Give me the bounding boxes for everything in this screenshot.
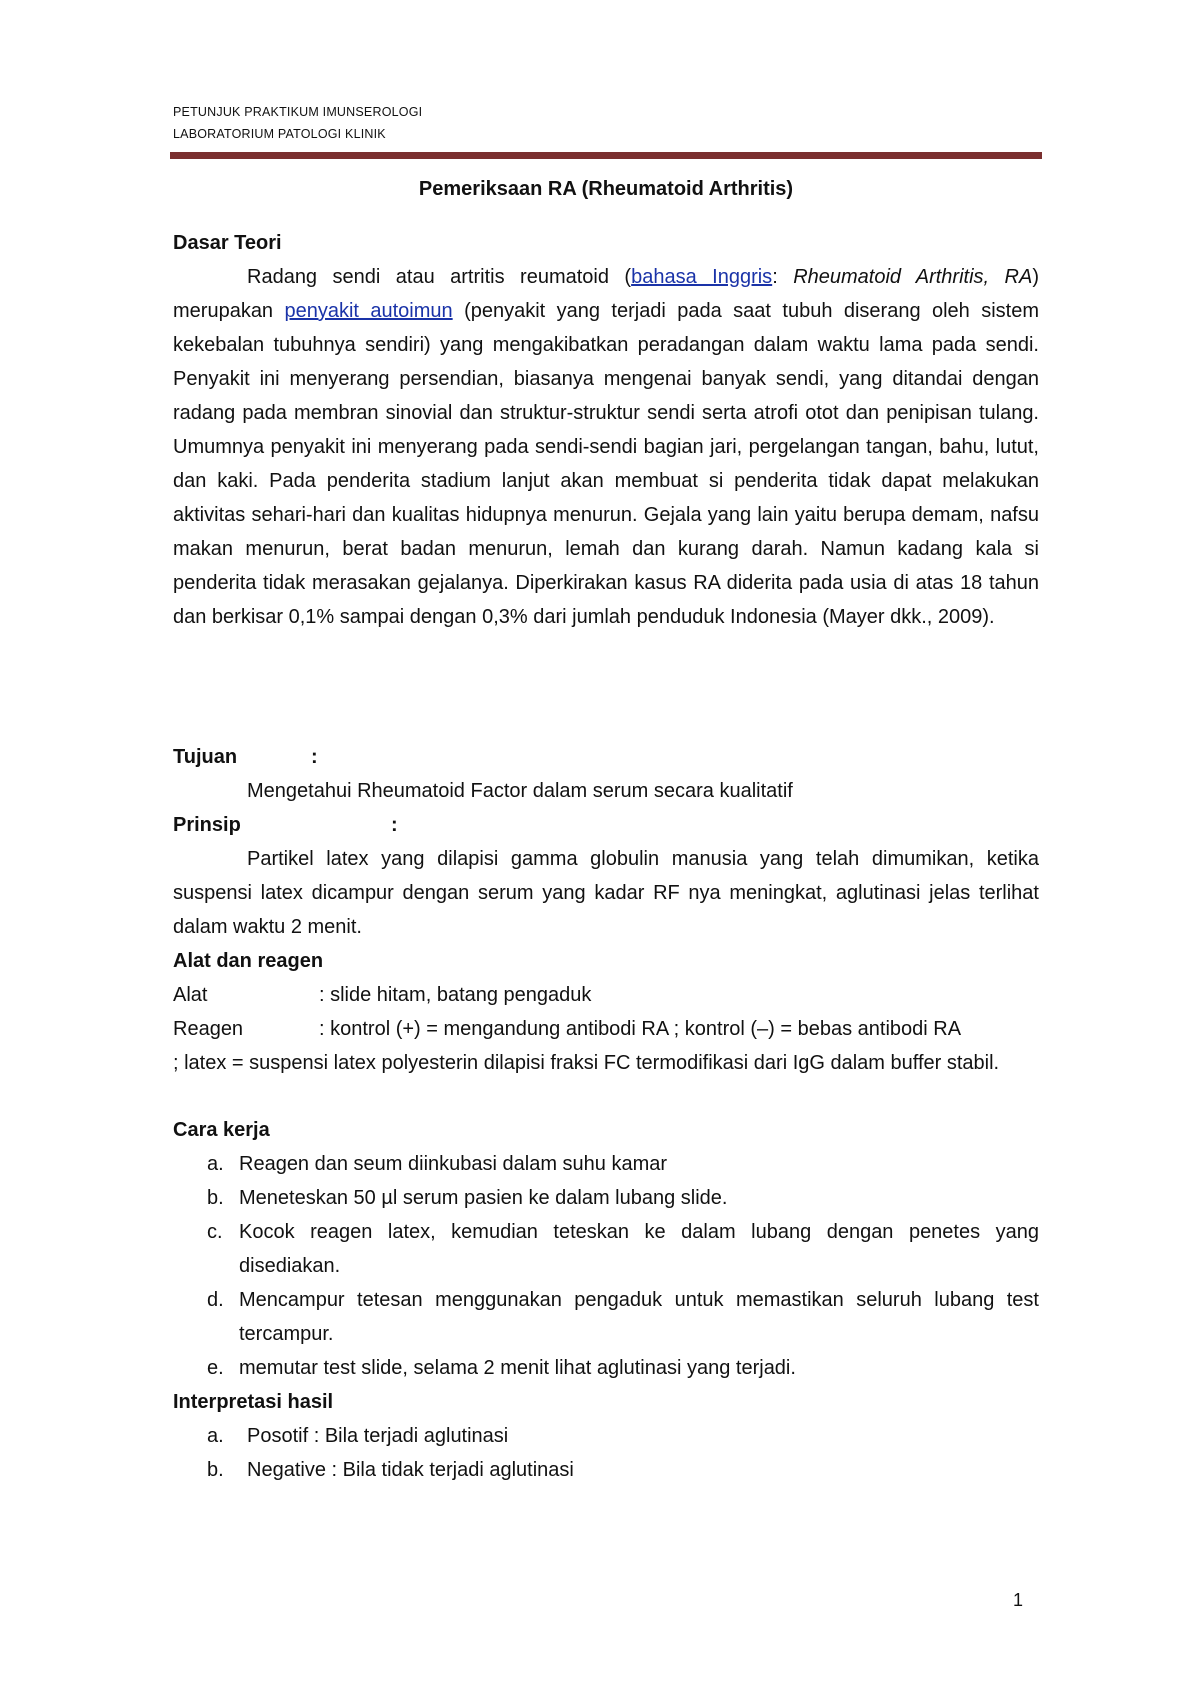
list-item [173,1283,1039,1351]
prinsip-label: Prinsip [173,814,241,836]
tujuan-colon: : [311,746,318,768]
dasar-teori-italic: Rheumatoid Arthritis, RA [793,266,1033,288]
list-item [173,1419,1039,1453]
list-text: Negative : Bila tidak terjadi aglutinasi [247,1459,574,1481]
list-item [173,1453,1039,1487]
dasar-teori-text-1: Radang sendi atau artritis reumatoid ( [247,266,632,288]
dasar-teori-paragraph [173,294,1039,634]
list-item [173,1215,1039,1283]
reagen-label: Reagen [173,1018,244,1040]
page-number: 1 [1013,1590,1024,1610]
dasar-teori-text-3: ) [1032,266,1039,288]
list-text: Meneteskan 50 µl serum pasien ke dalam lubang slide. [239,1187,728,1209]
prinsip-section [173,808,1039,944]
list-letter: c. [207,1221,223,1243]
alat-text: : slide hitam, batang pengaduk [319,984,592,1006]
cara-kerja-section [173,1113,1039,1385]
list-item [173,1147,1039,1181]
list-item [173,1351,1039,1385]
dasar-teori-heading: Dasar Teori [173,232,282,254]
list-letter: d. [207,1289,224,1311]
cara-kerja-heading: Cara kerja [173,1119,270,1141]
alat-label: Alat [173,984,208,1006]
list-letter: b. [207,1187,224,1209]
header-line-2: LABORATORIUM PATOLOGI KLINIK [173,127,386,141]
list-item [173,1181,1039,1215]
list-text: Reagen dan seum diinkubasi dalam suhu kamar [239,1153,668,1175]
page-title: Pemeriksaan RA (Rheumatoid Arthritis) [418,178,794,200]
tujuan-label: Tujuan [173,746,238,768]
list-text: Kocok reagen latex, kemudian teteskan ke dalam lubang dengan penetes yang disediakan. [239,1221,1039,1277]
interpretasi-heading: Interpretasi hasil [173,1391,334,1413]
list-letter: b. [207,1459,224,1481]
list-letter: a. [207,1425,224,1447]
header-rule [170,152,1042,159]
list-text: memutar test slide, selama 2 menit lihat aglutinasi yang terjadi. [239,1357,796,1379]
list-text: Posotif : Bila terjadi aglutinasi [247,1425,509,1447]
prinsip-colon: : [391,814,398,836]
reagen-continuation: ; latex = suspensi latex polyesterin dilapisi fraksi FC termodifikasi dari IgG dalam buffer stabil. [173,1052,1000,1074]
tujuan-text: Mengetahui Rheumatoid Factor dalam serum secara kualitatif [247,780,793,802]
dasar-teori-section [173,226,1039,634]
dasar-teori-first-line [173,260,1039,294]
interpretasi-section [173,1385,1039,1487]
alat-reagen-heading: Alat dan reagen [173,950,324,972]
link-bahasa-inggris[interactable]: bahasa Inggris [631,266,773,288]
dasar-teori-text-5: (penyakit yang terjadi pada saat tubuh diserang oleh sistem kekebalan tubuhnya sendiri) yang mengakibatkan peradangan dalam waktu lama pada sendi. Penyakit ini menyerang persendian, biasanya mengenai banyak sendi, yang ditandai dengan radang pada membran sinovial dan struktur-struktur sendi serta atrofi otot dan penipisan tulang. Umumnya penyakit ini menyerang pada sendi-sendi bagian jari, pergelangan tangan, bahu, lutut, dan kaki. Pada penderita stadium lanjut akan membuat si penderita tidak dapat melakukan aktivitas sehari-hari dan kualitas hidupnya menurun. Gejala yang lain yaitu berupa demam, nafsu makan menurun, berat badan menurun, lemah dan kurang darah. Namun kadang kala si penderita tidak merasakan gejalanya. Diperkirakan kasus RA diderita pada usia di atas 18 tahun dan berkisar 0,1% sampai dengan 0,3% dari jumlah penduduk Indonesia (Mayer dkk., 2009). [173,300,1039,628]
dasar-teori-text-2: : [772,266,794,288]
dasar-teori-text-4: merupakan [173,300,285,322]
list-letter: e. [207,1357,224,1379]
list-text: Mencampur tetesan menggunakan pengaduk untuk memastikan seluruh lubang test tercampur. [239,1289,1039,1345]
list-letter: a. [207,1153,224,1175]
prinsip-text: Partikel latex yang dilapisi gamma globulin manusia yang telah dimumikan, ketika suspensi latex dicampur dengan serum yang kadar RF nya meningkat, aglutinasi jelas terlihat dalam waktu 2 menit. [173,848,1039,938]
header-line-1: PETUNJUK PRAKTIKUM IMUNSEROLOGI [173,105,423,119]
alat-reagen-section [173,944,1039,1080]
link-penyakit-autoimun[interactable]: penyakit autoimun [284,300,453,322]
reagen-text: : kontrol (+) = mengandung antibodi RA ; kontrol (–) = bebas antibodi RA [319,1018,962,1040]
tujuan-section [173,740,1039,808]
